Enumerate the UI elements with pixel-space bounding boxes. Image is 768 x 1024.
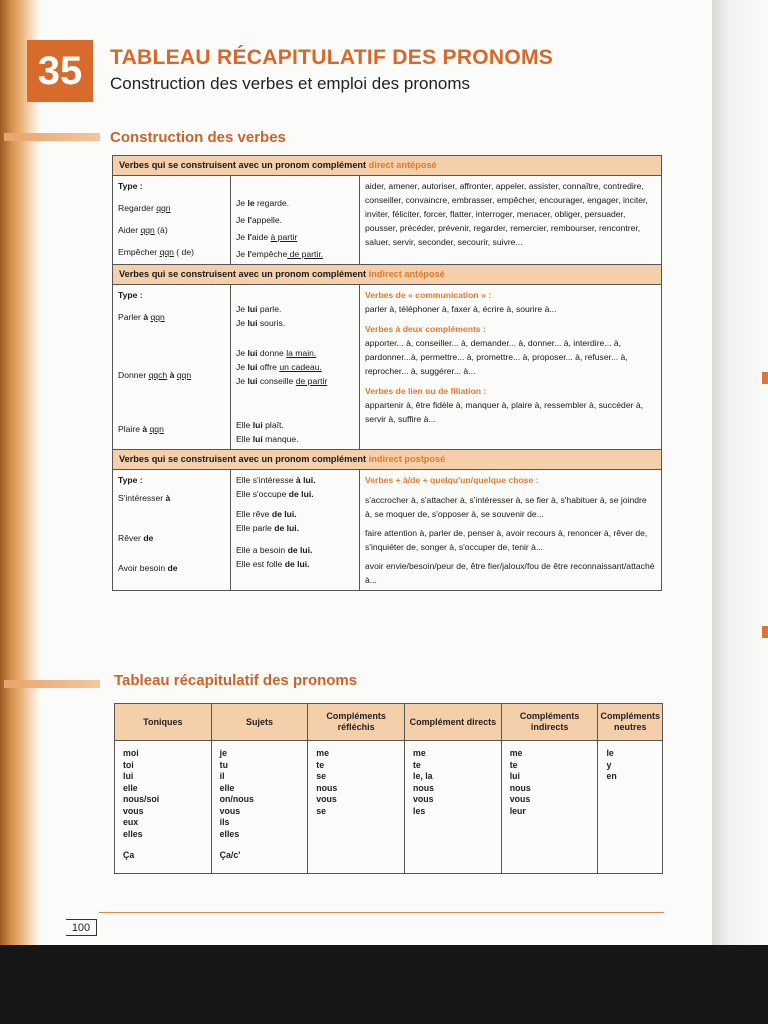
examples-cell: Je le regarde. Je l'appelle. Je l'aide à partir Je l'empêche de partir. xyxy=(231,176,360,265)
page-subtitle: Construction des verbes et emploi des pronoms xyxy=(110,74,471,93)
page-tab xyxy=(762,626,768,638)
section-marker xyxy=(4,680,100,688)
block-header: Verbes qui se construisent avec un pronom complément direct antéposé xyxy=(113,156,662,176)
examples-cell: Je lui parle. Je lui souris. Je lui donne la main. Je lui offre un cadeau. Je lui conseille de partir Elle lui plaît. Elle lui manque. xyxy=(231,285,360,450)
pronouns-table xyxy=(114,703,663,874)
column-header: Compléments neutres xyxy=(598,704,663,741)
types-cell: Type : S'intéresser à Rêver de Avoir besoin de xyxy=(113,470,231,591)
block-header: Verbes qui se construisent avec un pronom complément indirect antéposé xyxy=(113,265,662,285)
verbs-table xyxy=(112,155,662,591)
column-header: Compléments indirects xyxy=(501,704,598,741)
page-title: TABLEAU RÉCAPITULATIF DES PRONOMS xyxy=(110,46,554,69)
column-header: Sujets xyxy=(211,704,308,741)
column-header: Complément directs xyxy=(405,704,502,741)
verbs-list-cell: Verbes de « communication » : parler à, téléphoner à, faxer à, écrire à, sourire à... Verbes à deux compléments : apporter... à, conseiller... à, demander... à, donner... à, interdire... à, pardonner...à, permettre... à, promettre... à, proposer... à, refuser... à, reprocher... à, suggérer... à... Verbes de lien ou de filiation : appartenir à, être fidèle à, manquer à, plaire à, ressembler à, succéder à, servir à, suffire à... xyxy=(360,285,662,450)
chapter-number-badge: 35 xyxy=(27,40,93,102)
column-header: Compléments réfléchis xyxy=(308,704,405,741)
verbs-list-cell: aider, amener, autoriser, affronter, appeler, assister, connaître, contredire, conseiller, convaincre, embrasser, empêcher, encourager, engager, inciter, inviter, féliciter, forcer, flatter, interroger, menacer, obliger, persuader, pousser, précéder, prévenir, regarder, remercier, rembourser, rencontrer, saluer, servir, seconder, secourir, suivre... xyxy=(360,176,662,265)
verbs-list-cell: Verbes + à/de + quelqu'un/quelque chose : s'accrocher à, s'attacher à, s'intéresser à, se fier à, s'habituer à, se joindre à, se moquer de, s'opposer à, se souvenir de... faire attention à, parler de, penser à, avoir recours à, renoncer à, rêver de, s'inquiéter de, songer à, s'occuper de, tenir à... avoir envie/besoin/peur de, être fier/jaloux/fou de être reconnaissant/attaché à... xyxy=(360,470,662,591)
column-header: Toniques xyxy=(115,704,212,741)
footer-rule xyxy=(99,912,664,913)
book-spine xyxy=(0,0,40,945)
page-tab xyxy=(762,372,768,384)
pronoun-column: me te le, la nous vous les xyxy=(405,741,502,874)
pronoun-column: moi toi lui elle nous/soi vous eux elles Ça xyxy=(115,741,212,874)
types-cell: Type : Parler à qqn Donner qqch à qqn Plaire à qqn xyxy=(113,285,231,450)
pronoun-column: je tu il elle on/nous vous ils elles Ça/c' xyxy=(211,741,308,874)
section-marker xyxy=(4,133,100,141)
pronoun-column: me te se nous vous se xyxy=(308,741,405,874)
background-surface xyxy=(0,945,768,1024)
examples-cell: Elle s'intéresse à lui. Elle s'occupe de lui. Elle rêve de lui. Elle parle de lui. Elle a besoin de lui. Elle est folle de lui. xyxy=(231,470,360,591)
pronoun-column: le y en xyxy=(598,741,663,874)
page-number: 100 xyxy=(66,919,97,936)
section-heading-verbs: Construction des verbes xyxy=(110,129,286,146)
facing-page-edge xyxy=(712,0,768,945)
pronoun-column: me te lui nous vous leur xyxy=(501,741,598,874)
types-cell: Type : Regarder qqn Aider qqn (à) Empêcher qqn ( de) xyxy=(113,176,231,265)
section-heading-pronouns: Tableau récapitulatif des pronoms xyxy=(114,672,358,689)
block-header: Verbes qui se construisent avec un pronom complément indirect postposé xyxy=(113,450,662,470)
